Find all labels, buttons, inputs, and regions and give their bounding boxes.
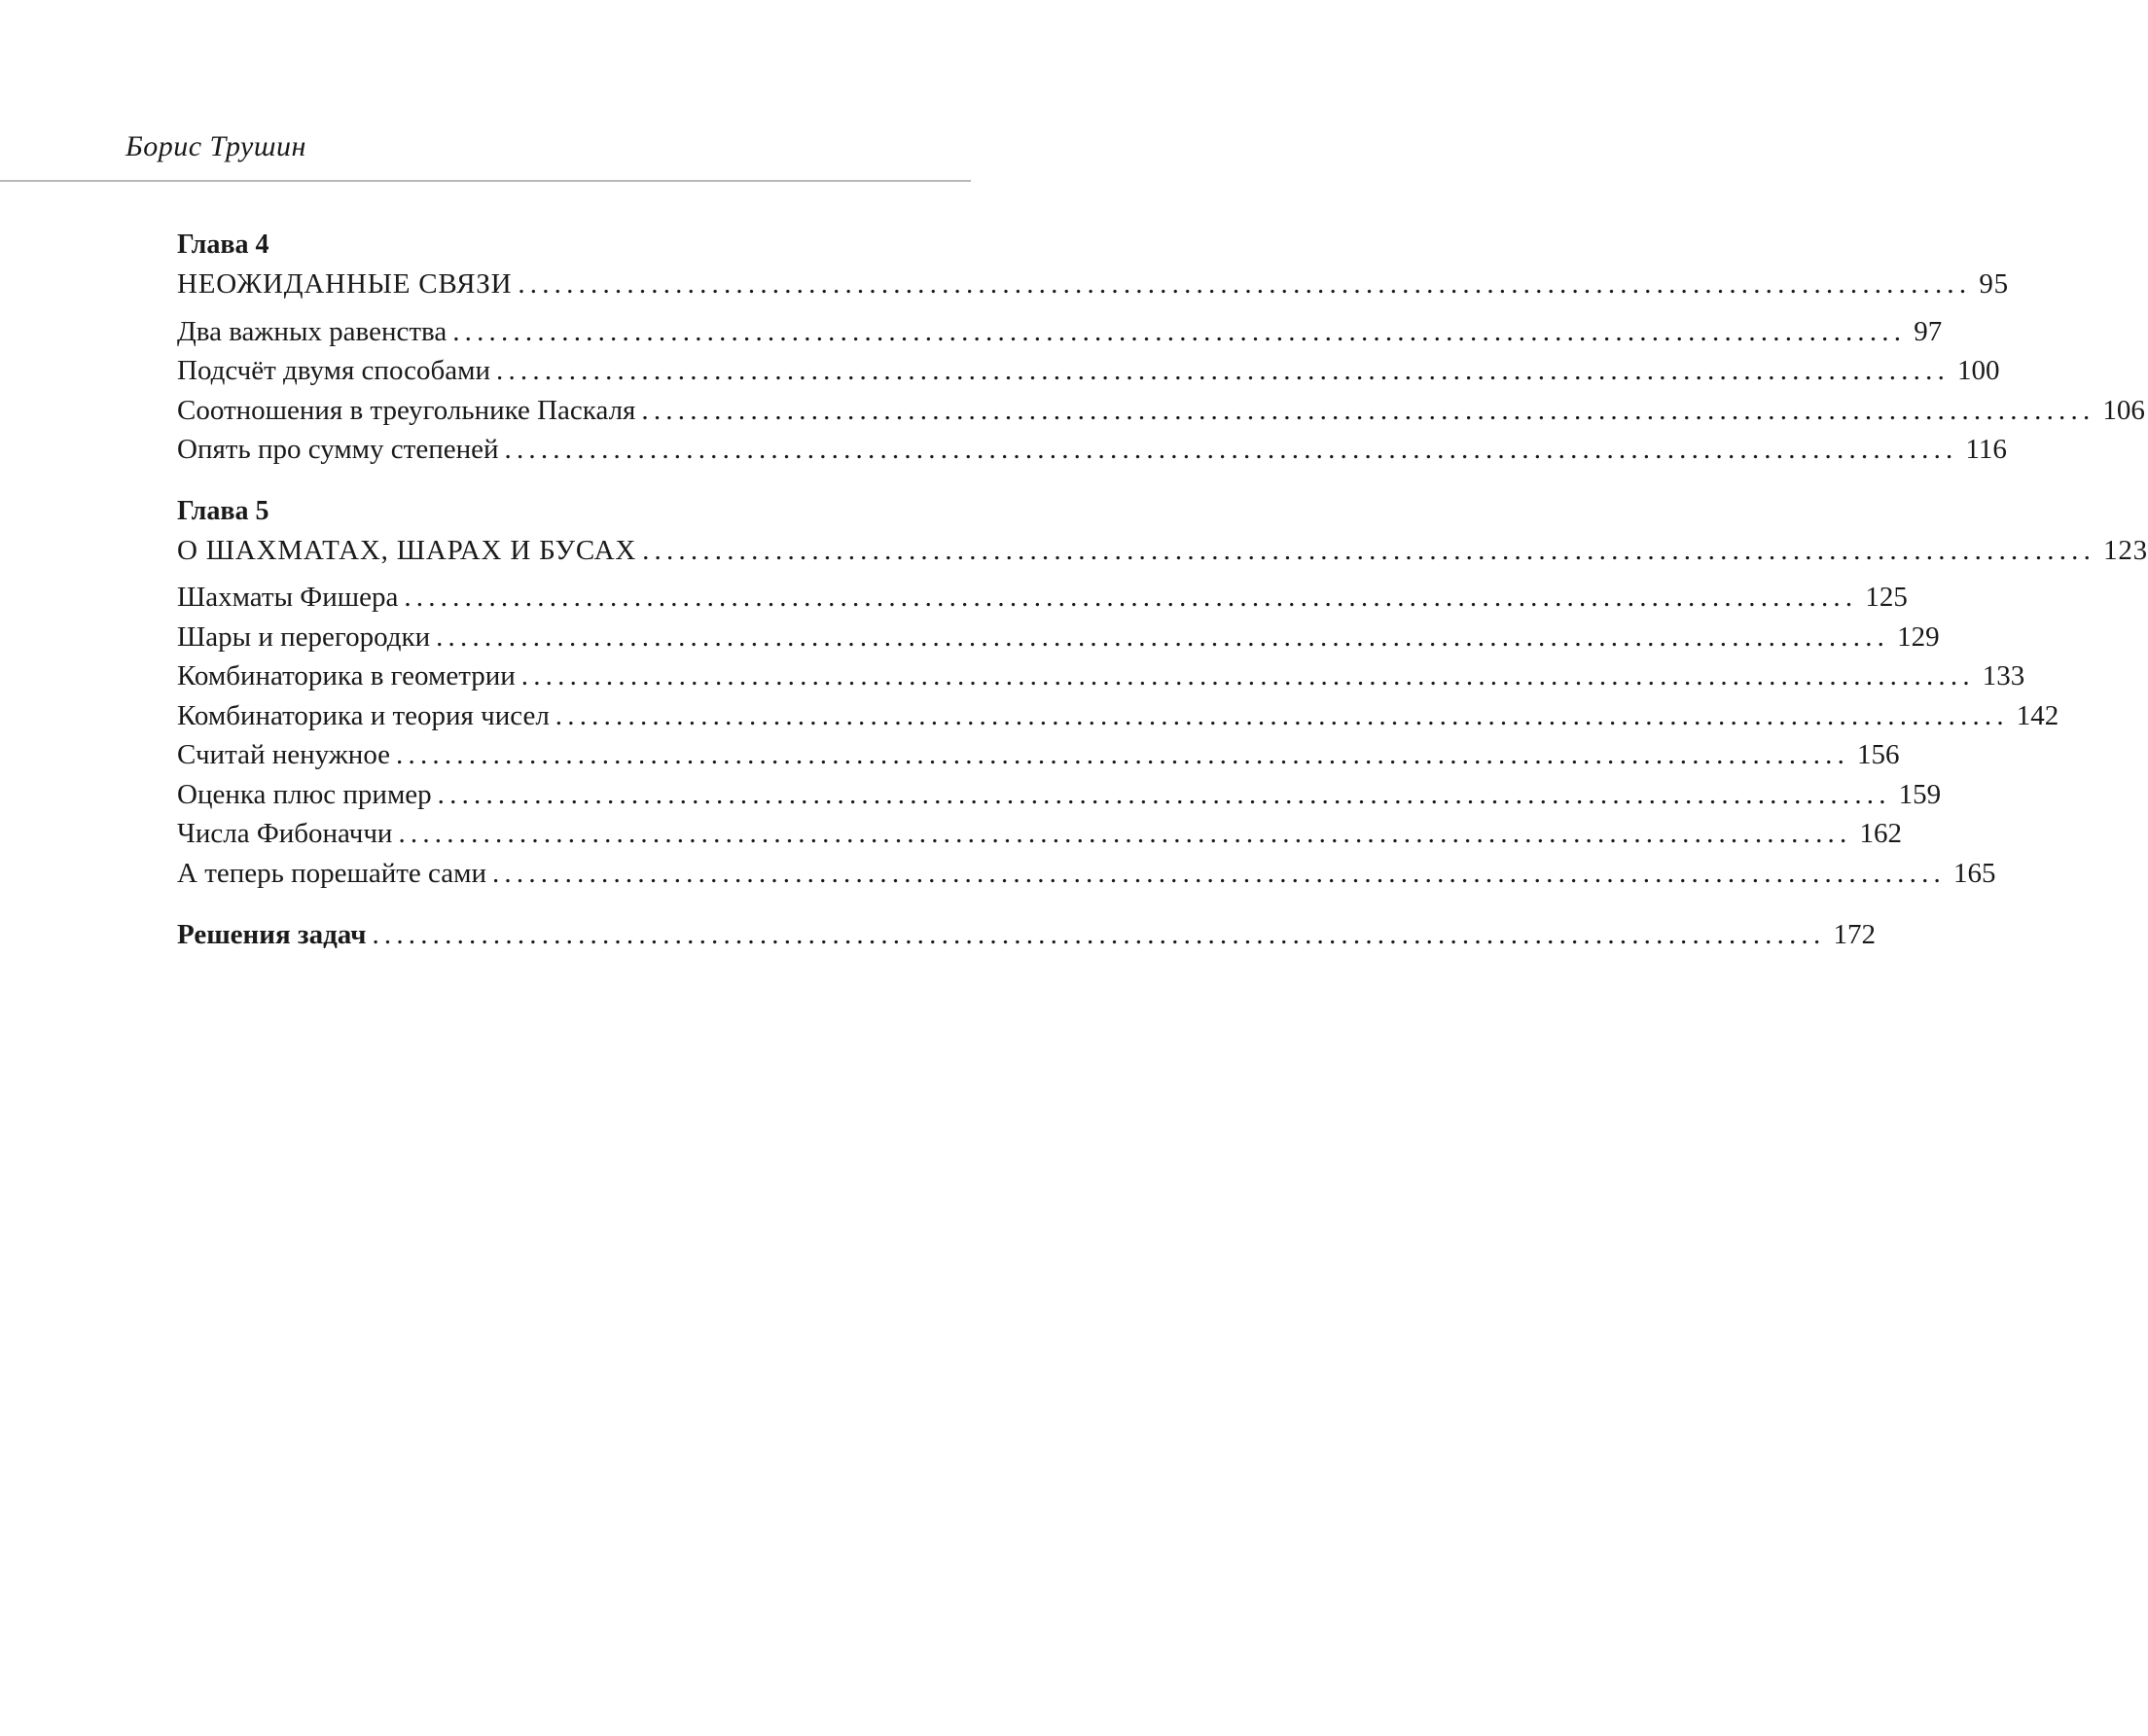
entry-page-number: 172 (1833, 919, 1876, 950)
running-head-author: Борис Трушин (125, 130, 306, 162)
entry-title: Шары и перегородки (177, 620, 431, 653)
entry-title: О ШАХМАТАХ, ШАРАХ И БУСАХ (177, 534, 637, 566)
entry-page-number: 156 (1857, 739, 1900, 770)
dot-leader: ........................................................................................................................ (452, 315, 1907, 347)
table-of-contents (177, 226, 2148, 955)
toc-entry[interactable] (177, 578, 1908, 618)
entry-page-number: 116 (1965, 434, 2007, 465)
header-rule (0, 180, 971, 182)
toc-entry[interactable] (177, 430, 2007, 470)
dot-leader: ........................................................................................................................ (398, 818, 1852, 849)
dot-leader: ........................................................................................................................ (518, 268, 1972, 300)
toc-entry[interactable] (177, 814, 1902, 854)
entry-title: Комбинаторика и теория чисел (177, 699, 550, 731)
chapter-label: Глава 4 (177, 230, 269, 260)
toc-entry[interactable] (177, 391, 2145, 431)
entry-page-number: 123 (2103, 534, 2148, 566)
toc-entry[interactable] (177, 312, 1943, 352)
toc-entry[interactable] (177, 656, 2025, 696)
entry-page-number: 125 (1865, 582, 1908, 613)
entry-title: НЕОЖИДАННЫЕ СВЯЗИ (177, 268, 513, 300)
entry-page-number: 129 (1897, 620, 1940, 653)
toc-entry-chapter-title[interactable] (177, 265, 2009, 304)
toc-entry[interactable] (177, 618, 1940, 657)
entry-title: Шахматы Фишера (177, 582, 399, 613)
toc-entry[interactable] (177, 854, 1996, 894)
dot-leader: ........................................................................................................................ (641, 394, 2095, 426)
entry-page-number: 165 (1952, 857, 1996, 889)
entry-title: Опять про сумму степеней (177, 434, 499, 465)
chapter-4 (177, 226, 2145, 470)
toc-entry[interactable] (177, 735, 1900, 775)
dot-leader: ........................................................................................................................ (436, 620, 1890, 653)
entry-title: Комбинаторика в геометрии (177, 660, 516, 691)
dot-leader: ........................................................................................................................ (520, 660, 1975, 691)
dot-leader: ........................................................................................................................ (555, 699, 2009, 731)
entry-title: Соотношения в треугольнике Паскаля (177, 394, 636, 426)
entry-title: Решения задач (177, 919, 367, 950)
entry-title: Два важных равенства (177, 315, 448, 347)
toc-entry[interactable] (177, 775, 1942, 815)
entry-page-number: 162 (1859, 818, 1902, 849)
toc-entry[interactable] (177, 696, 2059, 736)
chapter-5 (177, 492, 2148, 894)
entry-title: Подсчёт двумя способами (177, 355, 491, 386)
entry-page-number: 159 (1898, 778, 1942, 810)
dot-leader: ........................................................................................................................ (491, 857, 1946, 889)
entry-title: А теперь порешайте сами (177, 857, 486, 889)
entry-page-number: 142 (2016, 699, 2059, 731)
entry-page-number: 100 (1957, 355, 2000, 386)
dot-leader: ........................................................................................................................ (372, 919, 1826, 950)
dot-leader: ........................................................................................................................ (504, 434, 1958, 465)
entry-page-number: 106 (2102, 394, 2145, 426)
dot-leader: ........................................................................................................................ (437, 778, 1891, 810)
entry-title: Числа Фибоначчи (177, 818, 393, 849)
entry-title: Считай ненужное (177, 739, 391, 770)
entry-page-number: 97 (1914, 315, 1943, 347)
toc-entry[interactable] (177, 351, 2000, 391)
entry-title: Оценка плюс пример (177, 778, 432, 810)
dot-leader: ........................................................................................................................ (642, 534, 2096, 566)
chapter-label: Глава 5 (177, 495, 269, 526)
dot-leader: ........................................................................................................................ (404, 582, 1858, 613)
entry-page-number: 95 (1979, 268, 2009, 300)
dot-leader: ........................................................................................................................ (496, 355, 1951, 386)
dot-leader: ........................................................................................................................ (396, 739, 1850, 770)
toc-entry-chapter-title[interactable] (177, 531, 2148, 571)
toc-entry-solutions[interactable] (177, 915, 1876, 955)
entry-page-number: 133 (1982, 660, 2025, 691)
